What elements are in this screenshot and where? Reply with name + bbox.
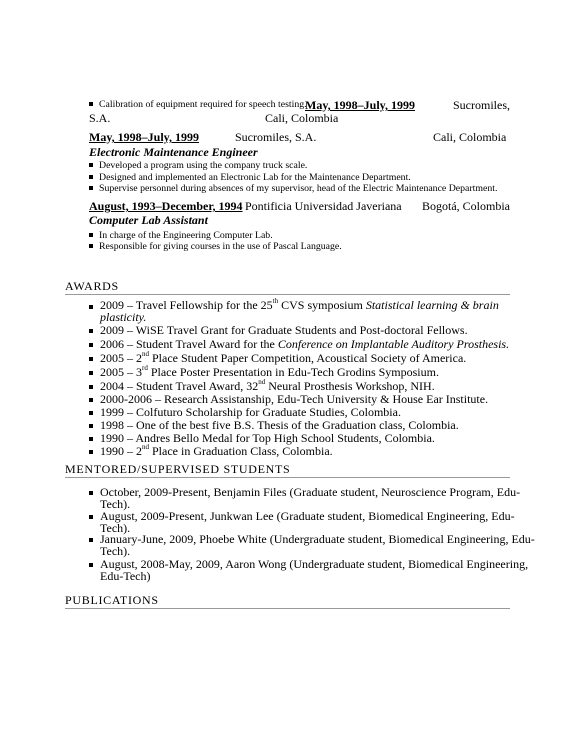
bullet-icon bbox=[89, 343, 93, 347]
student-item-cont: Tech). bbox=[100, 521, 131, 535]
student-item-cont: Tech). bbox=[100, 544, 131, 558]
bullet-icon bbox=[89, 563, 93, 567]
student-item-cont: Tech). bbox=[100, 497, 131, 511]
award-item: 1990 – Andres Bello Medal for Top High School Students, Colombia. bbox=[100, 431, 435, 445]
job-location: Cali, Colombia bbox=[265, 111, 339, 125]
bullet-icon bbox=[89, 450, 93, 454]
bullet-icon bbox=[89, 411, 93, 415]
job-location: Cali, Colombia bbox=[433, 130, 507, 144]
bullet-icon bbox=[89, 538, 93, 542]
job-org: Pontificia Universidad Javeriana bbox=[245, 199, 402, 213]
section-divider bbox=[65, 294, 510, 295]
award-item: 2000-2006 – Research Assistanship, Edu-Tech University & House Ear Institute. bbox=[100, 392, 489, 406]
student-item: August, 2009-Present, Junkwan Lee (Graduate student, Biomedical Engineering, Edu- bbox=[100, 509, 515, 523]
job-date: August, 1993–December, 1994 bbox=[89, 199, 243, 213]
bullet-text: Supervise personnel during absences of my supervisor, head of the Electric Maintenance Department. bbox=[99, 183, 498, 194]
award-item: 2005 – 3rd Place Poster Presentation in Edu-Tech Grodins Symposium. bbox=[100, 364, 439, 379]
student-item-cont: Edu-Tech) bbox=[100, 569, 151, 583]
bullet-icon bbox=[89, 491, 93, 495]
bullet-icon bbox=[89, 371, 93, 375]
section-divider bbox=[65, 477, 510, 478]
bullet-icon bbox=[89, 515, 93, 519]
bullet-icon bbox=[89, 437, 93, 441]
bullet-text: Developed a program using the company truck scale. bbox=[99, 160, 308, 171]
job-title: Electronic Maintenance Engineer bbox=[89, 145, 258, 159]
bullet-text: Calibration of equipment required for speech testing. bbox=[99, 99, 307, 110]
bullet-icon bbox=[89, 233, 93, 237]
section-heading-publications: PUBLICATIONS bbox=[65, 593, 159, 607]
bullet-icon bbox=[89, 186, 93, 190]
award-item: 1999 – Colfuturo Scholarship for Graduate Studies, Colombia. bbox=[100, 405, 401, 419]
student-item: January-June, 2009, Phoebe White (Undergraduate student, Biomedical Engineering, Edu- bbox=[100, 532, 535, 546]
bullet-icon bbox=[89, 329, 93, 333]
award-item-cont: plasticity. bbox=[100, 310, 147, 324]
job-org: Sucromiles, S.A. bbox=[235, 130, 317, 144]
student-item: August, 2008-May, 2009, Aaron Wong (Undergraduate student, Biomedical Engineering, bbox=[100, 557, 529, 571]
job-date: May, 1998–July, 1999 bbox=[89, 130, 200, 144]
bullet-text: Designed and implemented an Electronic Lab for the Maintenance Department. bbox=[99, 172, 411, 183]
job-org-cont: S.A. bbox=[89, 111, 111, 125]
section-heading-awards: AWARDS bbox=[65, 279, 119, 293]
award-item: 1990 – 2nd Place in Graduation Class, Colombia. bbox=[100, 443, 333, 458]
award-item: 1998 – One of the best five B.S. Thesis of the Graduation class, Colombia. bbox=[100, 418, 459, 432]
bullet-icon bbox=[89, 357, 93, 361]
bullet-icon bbox=[89, 175, 93, 179]
section-divider bbox=[65, 608, 510, 609]
bullet-icon bbox=[89, 305, 93, 309]
job-location: Bogotá, Colombia bbox=[422, 199, 510, 213]
award-item: 2009 – Travel Fellowship for the 25th CVS symposium Statistical learning & brain bbox=[100, 297, 499, 312]
award-item: 2006 – Student Travel Award for the Conference on Implantable Auditory Prosthesis. bbox=[100, 337, 510, 351]
award-item: 2009 – WiSE Travel Grant for Graduate Students and Post-doctoral Fellows. bbox=[100, 323, 468, 337]
bullet-text: In charge of the Engineering Computer Lab. bbox=[99, 230, 273, 241]
bullet-icon bbox=[89, 102, 93, 106]
bullet-icon bbox=[89, 424, 93, 428]
bullet-text: Responsible for giving courses in the use of Pascal Language. bbox=[99, 241, 342, 252]
bullet-icon bbox=[89, 163, 93, 167]
bullet-icon bbox=[89, 398, 93, 402]
bullet-icon bbox=[89, 385, 93, 389]
student-item: October, 2009-Present, Benjamin Files (Graduate student, Neuroscience Program, Edu- bbox=[100, 485, 521, 499]
award-item: 2005 – 2nd Place Student Paper Competition, Acoustical Society of America. bbox=[100, 350, 467, 365]
section-heading-mentored: MENTORED/SUPERVISED STUDENTS bbox=[65, 462, 291, 476]
job-org: Sucromiles, bbox=[453, 98, 510, 112]
award-item: 2004 – Student Travel Award, 32nd Neural Prosthesis Workshop, NIH. bbox=[100, 378, 435, 393]
bullet-icon bbox=[89, 244, 93, 248]
job-title: Computer Lab Assistant bbox=[89, 213, 208, 227]
job-date: May, 1998–July, 1999 bbox=[305, 98, 416, 112]
